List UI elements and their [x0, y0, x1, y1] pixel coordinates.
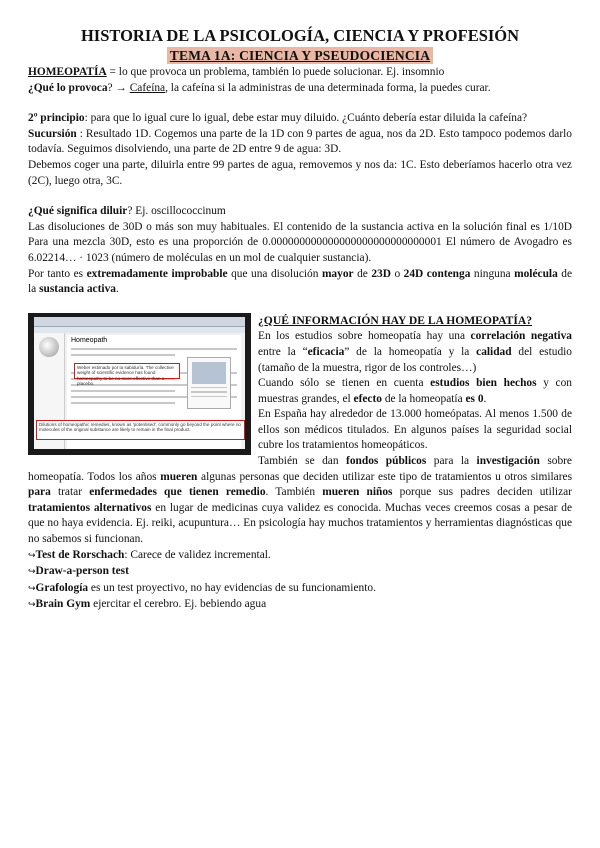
text-line: [71, 402, 175, 404]
list-item-brain-gym: [28, 597, 572, 614]
section-title-informacion: ¿QUÉ INFORMACIÓN HAY DE LA HOMEOPATÍA?: [258, 313, 533, 327]
question-answer: Cafeína: [129, 81, 166, 94]
info-bold: para: [28, 486, 51, 499]
conclusion-text: Por tanto es: [28, 267, 87, 280]
question-label: ¿Qué lo provoca: [28, 81, 108, 94]
conclusion-text: de la: [28, 267, 573, 296]
wiki-infobox: [187, 357, 231, 409]
info-text: ” de la homeopatía y la: [344, 345, 477, 358]
info-text: en lugar de medicinas cuya validez es conocida. Muchas veces creemos cosas a pesar de que no haya evidencia. Ej. reiki, acupuntura… En psicología hay muchos tratamientos y herramientas diagnósticas que no sabemos si funcionan.: [28, 501, 572, 546]
info-text: También se dan: [258, 455, 347, 468]
text-line: [71, 354, 175, 356]
info-text: tratar: [50, 486, 90, 499]
info-bold: estudios bien hechos: [430, 377, 537, 390]
info-bold: tratamientos alternativos: [28, 501, 152, 514]
info-text: porque sus padres deciden utilizar: [392, 486, 572, 499]
conclusion-bold: 24D contenga: [403, 267, 471, 280]
principio-paragraph: [28, 111, 572, 127]
list-item-draw-a-person: [28, 564, 572, 581]
text-line: [191, 391, 227, 393]
info-text: del estudio (tamaño de la muestra, rigor de los controles…): [258, 345, 572, 374]
info-text: . También: [265, 486, 323, 499]
document-title: HISTORIA DE LA PSICOLOGÍA, CIENCIA Y PROFESIÓN: [80, 26, 520, 45]
info-text: y con muestras grandes, el: [258, 377, 572, 405]
info-bold: correlación negativa: [470, 330, 572, 343]
homeopatia-question: [28, 81, 572, 97]
conclusion-text: o: [390, 267, 404, 280]
conclusion-text: que una disolución: [227, 267, 322, 280]
conclusion-text: .: [115, 283, 119, 296]
conclusion-text: de: [353, 267, 372, 280]
list-item-text: : Carece de validez incremental.: [124, 548, 271, 561]
sucursion-text: : Resultado 1D. Cogemos una parte de la 1D con 9 partes de agua, nos da 2D. Esto tampoco podemos darlo todavía. Seguimos disolviendo, una parte de 2D entre 9 de agua: 3D.: [28, 127, 572, 156]
information-section: [28, 313, 572, 614]
browser-window: [34, 317, 245, 449]
principio-text: : para que lo igual cure lo igual, debe estar muy diluido. ¿Cuánto debería estar diluida la cafeína?: [84, 112, 528, 125]
conclusion-bold: 23D: [371, 267, 391, 280]
highlight-box-placebo: Weber estimado por la sabiduría. The collective weight of scientific evidence has found homeopathy to be no more effective than a placebo.: [74, 363, 180, 379]
info-bold: es 0: [465, 392, 484, 405]
list-item-text: ejercitar el cerebro. Ej. bebiendo agua: [90, 598, 267, 611]
conclusion-bold: mayor: [321, 267, 354, 280]
diluir-label: ¿Qué significa diluir: [28, 205, 128, 218]
topic-subtitle: TEMA 1A: CIENCIA Y PSEUDOCIENCIA: [167, 47, 433, 64]
info-text: de la homeopatía: [381, 392, 466, 405]
infobox-image: [192, 362, 226, 384]
conclusion-text: ninguna: [470, 267, 515, 280]
info-text: para la: [426, 455, 477, 468]
info-text: .: [483, 392, 487, 405]
homeopatia-definition: [28, 65, 572, 81]
list-item-rorschach: [28, 548, 572, 565]
diluir-question: [28, 204, 572, 220]
arrow-icon: ↪: [28, 583, 36, 594]
info-bold: fondos públicos: [346, 455, 427, 468]
info-text: entre la “: [258, 345, 308, 358]
question-arrow: ? →: [107, 81, 130, 94]
text-line: [71, 390, 175, 392]
text-line: [191, 396, 227, 398]
text-line: [71, 348, 237, 350]
list-item-term: Draw-a-person test: [35, 565, 129, 578]
diluir-label-tail: ? Ej. oscillococcinum: [127, 205, 226, 218]
info-bold: investigación: [476, 455, 540, 468]
sucursion-label: Sucursión: [28, 127, 77, 140]
list-item-text: es un test proyectivo, no hay evidencias de su funcionamiento.: [88, 581, 376, 594]
text-line: [191, 387, 227, 389]
browser-tabs: [34, 327, 245, 333]
info-bold: efecto: [353, 392, 382, 405]
arrow-icon: ↪: [28, 550, 36, 561]
conclusion-bold: sustancia activa: [39, 283, 116, 296]
info-paragraph-3: En España hay alrededor de 13.000 homeópatas. Al menos 1.500 de ellos son médicos titulados. En algunos países la seguridad social cubre los tratamientos homeopáticos.: [258, 408, 572, 452]
info-bold: mueren: [160, 470, 198, 483]
wikipedia-logo-icon: [39, 337, 59, 357]
diluir-paragraph: Las disoluciones de 30D o más son muy habituales. El contenido de la sustancia activa en la solución final es 1/10D Para una mezcla 30D, esto es una proporción de 0.000000000000000000000000000001 El número de Avogadro es 6.02214… · 1023 (número de moléculas en un mol de cualquier sustancia).: [28, 220, 572, 264]
info-bold: enfermedades que tienen remedio: [89, 486, 266, 499]
list-item-term: Brain Gym: [35, 598, 91, 611]
conclusion-bold: extremadamente improbable: [86, 267, 228, 280]
info-bold: eficacia: [307, 345, 345, 358]
wikipedia-screenshot-image: [28, 313, 251, 455]
homeopatia-term: HOMEOPATÍA: [28, 66, 107, 78]
list-item-grafologia: [28, 581, 572, 598]
sucursion-paragraph-2: Debemos coger una parte, diluirla entre 99 partes de agua, removemos y nos da: 1C. Esto deberíamos hacerlo otra vez (2C), luego otra, 3C.: [28, 158, 572, 187]
conclusion-bold: molécula: [514, 267, 558, 280]
list-item-term: Test de Rorschach: [35, 548, 125, 561]
browser-toolbar: [34, 317, 245, 327]
info-text: algunas personas que deciden utilizar este tipo de tratamientos u otros similares: [197, 470, 572, 483]
info-paragraph-4: [28, 454, 572, 548]
info-bold: mueren niños: [322, 486, 393, 499]
question-tail: , la cafeína si la administras de una determinada forma, la puedes curar.: [165, 81, 491, 94]
info-text: Cuando sólo se tienen en cuenta: [258, 377, 431, 390]
principio-label: 2º principio: [28, 112, 85, 125]
highlight-box-dilution: Dilutions of homeopathic remedies, known as 'potentised', commonly go beyond the point where no molecules of the original substance are likely to remain in the final product.: [36, 420, 245, 440]
arrow-icon: ↪: [28, 600, 36, 611]
info-text: En los estudios sobre homeopatía hay una: [258, 330, 471, 343]
diluir-conclusion: [28, 267, 572, 298]
sucursion-paragraph: [28, 127, 572, 158]
list-item-term: Grafología: [35, 581, 89, 594]
info-text: sobre homeopatía. Todos los años: [28, 455, 572, 483]
wiki-article-title: Homeopath: [71, 336, 108, 344]
homeopatia-definition-text: = lo que provoca un problema, también lo puede solucionar. Ej. insomnio: [106, 66, 445, 78]
subtitle-wrap: [28, 47, 572, 65]
arrow-icon: ↪: [28, 567, 36, 578]
info-bold: calidad: [476, 345, 512, 358]
